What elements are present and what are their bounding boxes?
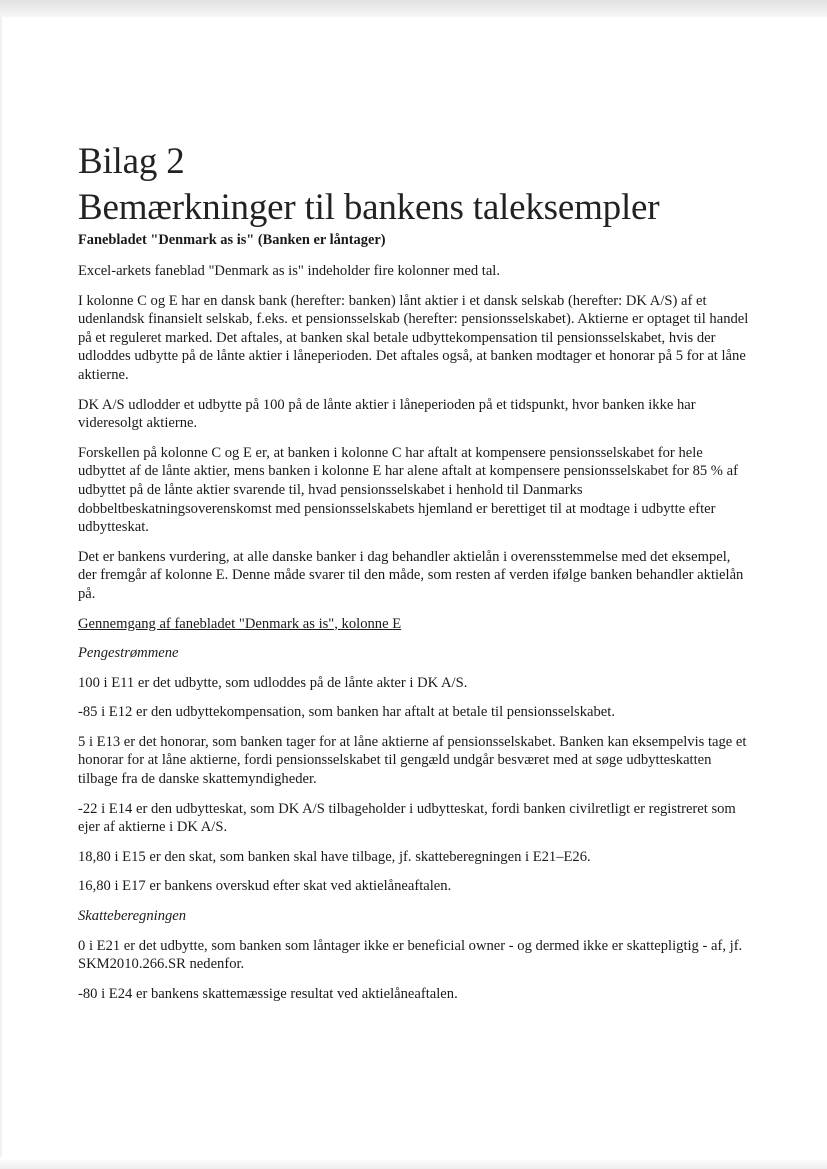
document-title	[78, 139, 750, 231]
scan-left-edge	[0, 17, 3, 1157]
intro-paragraph-1: Excel-arkets faneblad "Denmark as is" indeholder fire kolonner med tal.	[78, 263, 501, 279]
title-line-2: Bemærkninger til bankens taleksempler	[78, 187, 660, 228]
intro-paragraph-3: DK A/S udlodder et udbytte på 100 på de lånte aktier i låneperioden på et tidspunkt, hvor banken ikke har videresolgt aktierne.	[78, 396, 696, 432]
paragraph-e13: 5 i E13 er det honorar, som banken tager for at låne aktierne af pensionsselskabet. Banken kan eksempelvis tage et honorar for at låne aktierne, fordi pensionsselskabet til gengæld undgår besværet med at søge udbytteskatten tilbage fra de danske skattemyndigheder.	[78, 733, 747, 788]
paragraph-e17: 16,80 i E17 er bankens overskud efter skat ved aktielåneaftalen.	[78, 878, 452, 895]
paragraph-e11: 100 i E11 er det udbytte, som udloddes på de lånte akter i DK A/S.	[78, 674, 468, 691]
intro-paragraph-5: Det er bankens vurdering, at alle danske banker i dag behandler aktielån i overensstemmelse med det eksempel, der fremgår af kolonne E. Denne måde svarer til den måde, som resten af verden ifølge banken behandler aktielån på.	[78, 548, 744, 602]
cashflows-heading: Pengestrømmene	[78, 645, 179, 662]
paragraph-e15: 18,80 i E15 er den skat, som banken skal have tilbage, jf. skatteberegningen i E21–E26.	[78, 848, 591, 865]
document-page	[78, 139, 750, 1014]
paragraph-e24: -80 i E24 er bankens skattemæssige resultat ved aktielåneaftalen.	[78, 985, 458, 1002]
scan-bottom-edge	[0, 1159, 827, 1169]
paragraph-e12: -85 i E12 er den udbyttekompensation, som banken har aftalt at betale til pensionsselskabet.	[78, 704, 615, 721]
paragraph-e14: -22 i E14 er den udbytteskat, som DK A/S tilbageholder i udbytteskat, fordi banken civilretligt er registreret som ejer af aktierne i DK A/S.	[78, 800, 736, 836]
scan-top-edge	[0, 0, 827, 17]
section-subtitle: Fanebladet "Denmark as is" (Banken er låntager)	[78, 232, 386, 248]
title-line-1: Bilag 2	[78, 141, 185, 182]
intro-paragraph-2: I kolonne C og E har en dansk bank (herefter: banken) lånt aktier i et dansk selskab (herefter: DK A/S) af et udenlandsk finansielt selskab, f.eks. et pensionsselskab (herefter: pensionsselskabet). Aktierne er optaget til handel på et reguleret marked. Det aftales, at banken skal betale udbyttekompensation til pensionsselskabet, hvis der udloddes udbytte på de lånte aktier i låneperioden. Det aftales også, at banken modtager et honorar på 5 for at låne aktierne.	[78, 292, 749, 383]
review-heading: Gennemgang af fanebladet "Denmark as is", kolonne E	[78, 615, 402, 632]
paragraph-e21: 0 i E21 er det udbytte, som banken som låntager ikke er beneficial owner - og dermed ikke er skattepligtig - af, jf. SKM2010.266.SR nedenfor.	[78, 937, 743, 973]
intro-paragraph-4: Forskellen på kolonne C og E er, at banken i kolonne C har aftalt at kompensere pensionsselskabet for hele udbyttet af de lånte aktier, mens banken i kolonne E har alene aftalt at kompensere pensionsselskabet for 85 % af udbyttet på de lånte aktier svarende til, hvad pensionsselskabet i henhold til Danmarks dobbeltbeskatningsoverenskomst med pensionsselskabets hjemland er berettiget til at modtage i udbytte efter udbytteskat.	[78, 444, 738, 536]
tax-calculation-heading: Skatteberegningen	[78, 908, 187, 925]
